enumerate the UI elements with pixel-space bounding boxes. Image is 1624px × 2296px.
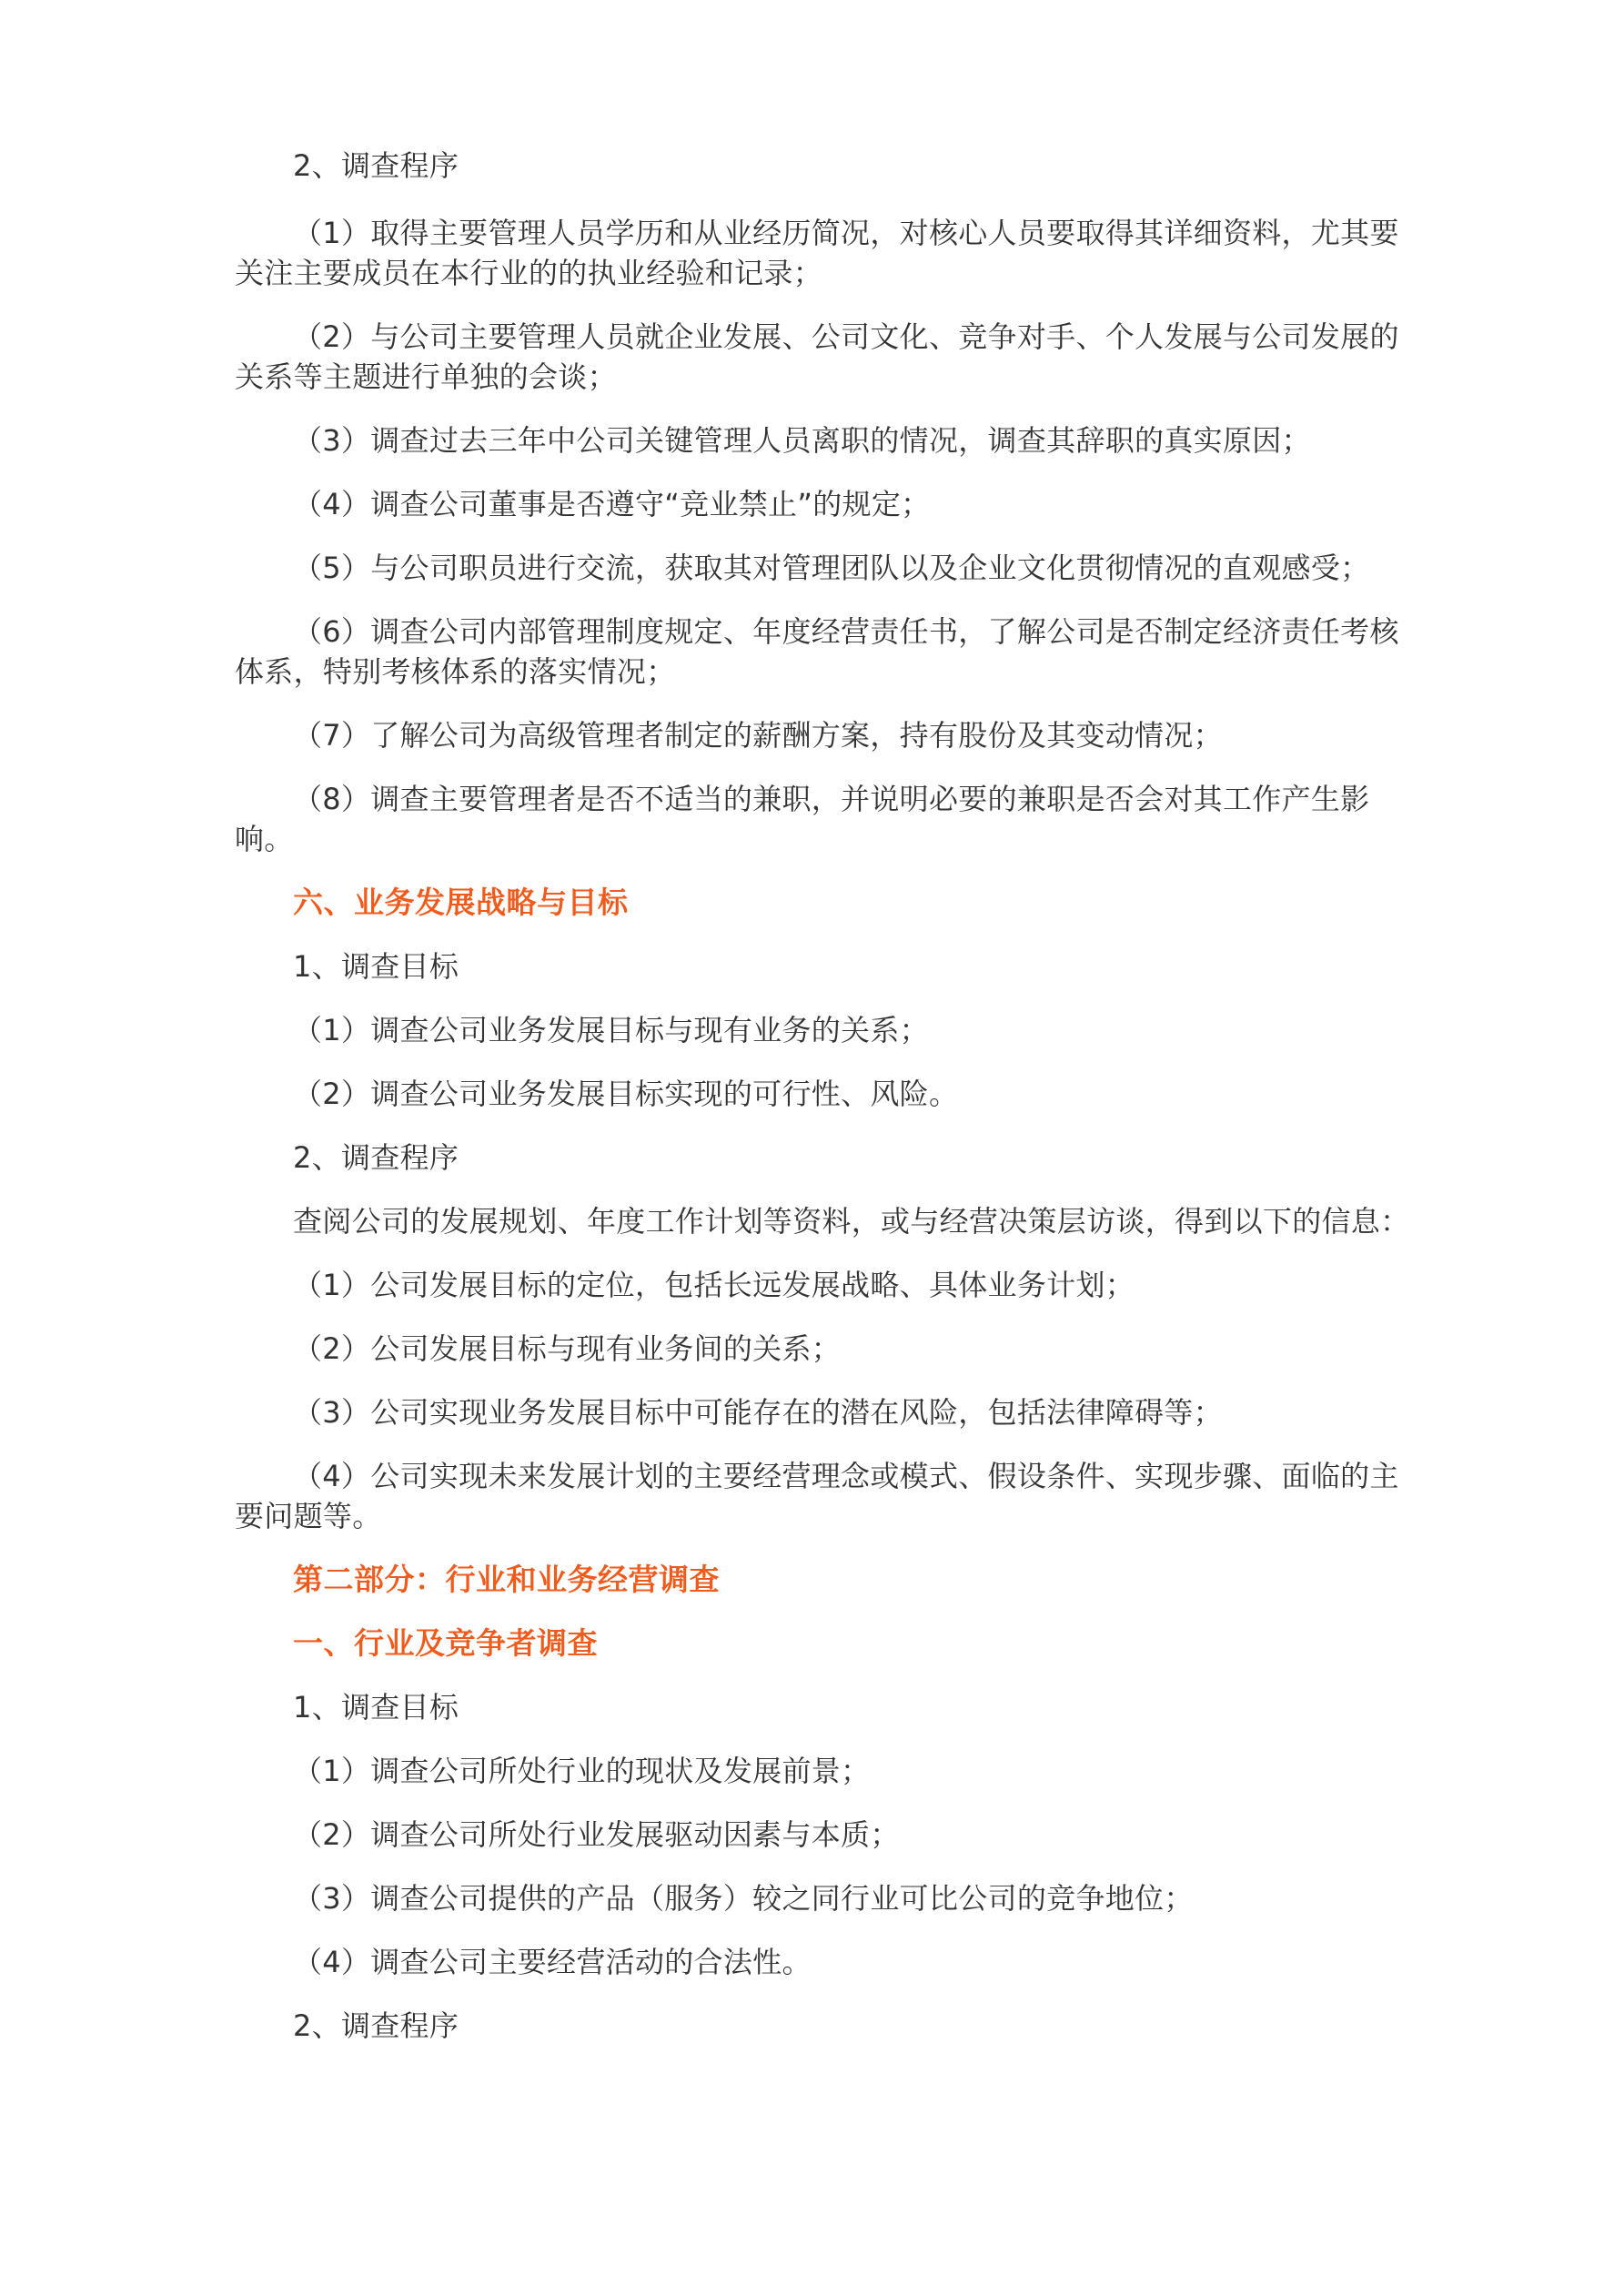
list-item: （3）调查过去三年中公司关键管理人员离职的情况，调查其辞职的真实原因； [293, 423, 1311, 458]
list-item: （3）调查公司提供的产品（服务）较之同行业可比公司的竞争地位； [293, 1881, 1194, 1916]
list-item: （7）了解公司为高级管理者制定的薪酬方案，持有股份及其变动情况； [293, 718, 1223, 753]
step-heading: 1、调查目标 [293, 1690, 459, 1725]
step-heading: 2、调查程序 [293, 148, 459, 183]
list-item: （1）公司发展目标的定位，包括长远发展战略、具体业务计划； [293, 1268, 1135, 1302]
list-item: （4）调查公司董事是否遵守“竞业禁止”的规定； [293, 487, 931, 521]
list-item: （1）调查公司所处行业的现状及发展前景； [293, 1754, 871, 1788]
list-item: （3）公司实现业务发展目标中可能存在的潜在风险，包括法律障碍等； [293, 1395, 1223, 1430]
list-item: （2）与公司主要管理人员就企业发展、公司文化、竞争对手、个人发展与公司发展的关系等主题进行单独的会谈； [235, 319, 1399, 394]
body-paragraph: 查阅公司的发展规划、年度工作计划等资料，或与经营决策层访谈，得到以下的信息： [293, 1204, 1410, 1239]
step-heading: 1、调查目标 [293, 949, 459, 984]
list-item: （6）调查公司内部管理制度规定、年度经营责任书，了解公司是否制定经济责任考核体系，特别考核体系的落实情况； [235, 614, 1399, 689]
section-heading: 六、业务发展战略与目标 [293, 885, 629, 920]
list-item: （4）调查公司主要经营活动的合法性。 [293, 1945, 812, 1979]
list-item: （2）公司发展目标与现有业务间的关系； [293, 1331, 842, 1366]
list-item: （2）调查公司所处行业发展驱动因素与本质； [293, 1817, 900, 1852]
step-heading: 2、调查程序 [293, 1140, 459, 1175]
list-item: （1）取得主要管理人员学历和从业经历简况，对核心人员要取得其详细资料，尤其要关注主要成员在本行业的的执业经验和记录； [235, 216, 1399, 290]
step-heading: 2、调查程序 [293, 2008, 459, 2043]
list-item: （4）公司实现未来发展计划的主要经营理念或模式、假设条件、实现步骤、面临的主要问题等。 [235, 1459, 1399, 1533]
part-heading: 第二部分：行业和业务经营调查 [293, 1562, 720, 1597]
list-item: （8）调查主要管理者是否不适当的兼职，并说明必要的兼职是否会对其工作产生影响。 [235, 782, 1370, 856]
list-item: （5）与公司职员进行交流，获取其对管理团队以及企业文化贯彻情况的直观感受； [293, 551, 1370, 585]
list-item: （2）调查公司业务发展目标实现的可行性、风险。 [293, 1077, 959, 1111]
section-heading: 一、行业及竞争者调查 [293, 1625, 598, 1661]
list-item: （1）调查公司业务发展目标与现有业务的关系； [293, 1013, 929, 1047]
